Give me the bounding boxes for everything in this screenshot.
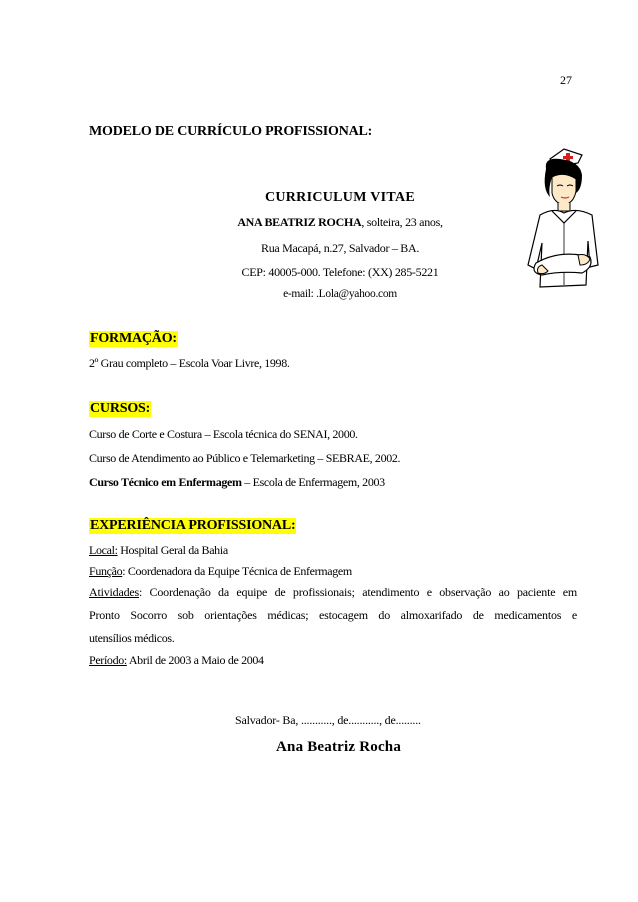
cv-cep-phone: CEP: 40005-000. Telefone: (XX) 285-5221 [241, 265, 439, 279]
curso-item-rest: – Escola de Enfermagem, 2003 [241, 475, 385, 489]
experiencia-local [89, 543, 228, 558]
signature-name: Ana Beatriz Rocha [276, 739, 402, 755]
experiencia-periodo [89, 653, 264, 668]
formacao-line: 2º Grau completo – Escola Voar Livre, 1998. [89, 356, 290, 370]
place-date-line: Salvador- Ba, ..........., de..........., de......... [235, 713, 421, 727]
cv-email: e-mail: .Lola@yahoo.com [283, 288, 397, 300]
atividades-label: Atividades [89, 585, 139, 599]
curso-item: Curso de Corte e Costura – Escola técnica do SENAI, 2000. [89, 427, 358, 441]
local-label: Local: [89, 543, 118, 557]
curso-item [89, 475, 385, 490]
periodo-label: Período: [89, 653, 127, 667]
cv-name: ANA BEATRIZ ROCHA [237, 215, 362, 229]
page-number: 27 [560, 73, 572, 87]
cv-name-line [160, 215, 520, 230]
document-title: MODELO DE CURRÍCULO PROFISSIONAL: [89, 124, 373, 139]
funcao-value: : Coordenadora da Equipe Técnica de Enfermagem [122, 564, 352, 578]
experiencia-atividades-line: Pronto Socorro sob orientações médicas; estocagem do almoxarifado de medicamentos e [89, 608, 577, 622]
atividades-text: : Coordenação da equipe de profissionais; atendimento e observação ao paciente em [139, 585, 577, 599]
section-heading-experiencia: EXPERIÊNCIA PROFISSIONAL: [90, 518, 296, 533]
section-heading-formacao: FORMAÇÃO: [90, 331, 177, 346]
local-value: Hospital Geral da Bahia [117, 543, 228, 557]
funcao-label: Função [89, 564, 123, 578]
cv-personal-info: , solteira, 23 anos, [361, 215, 443, 229]
experiencia-atividades-line [89, 585, 577, 600]
cv-address: Rua Macapá, n.27, Salvador – BA. [260, 241, 420, 255]
nurse-illustration [520, 145, 620, 313]
cv-title: CURRICULUM VITAE [264, 190, 416, 205]
experiencia-funcao [89, 564, 352, 579]
section-heading-cursos: CURSOS: [90, 401, 151, 416]
periodo-value: Abril de 2003 a Maio de 2004 [126, 653, 264, 667]
curso-item-bold: Curso Técnico em Enfermagem [89, 475, 242, 489]
experiencia-atividades-line: utensílios médicos. [89, 631, 175, 645]
curso-item: Curso de Atendimento ao Público e Telemarketing – SEBRAE, 2002. [89, 451, 401, 465]
